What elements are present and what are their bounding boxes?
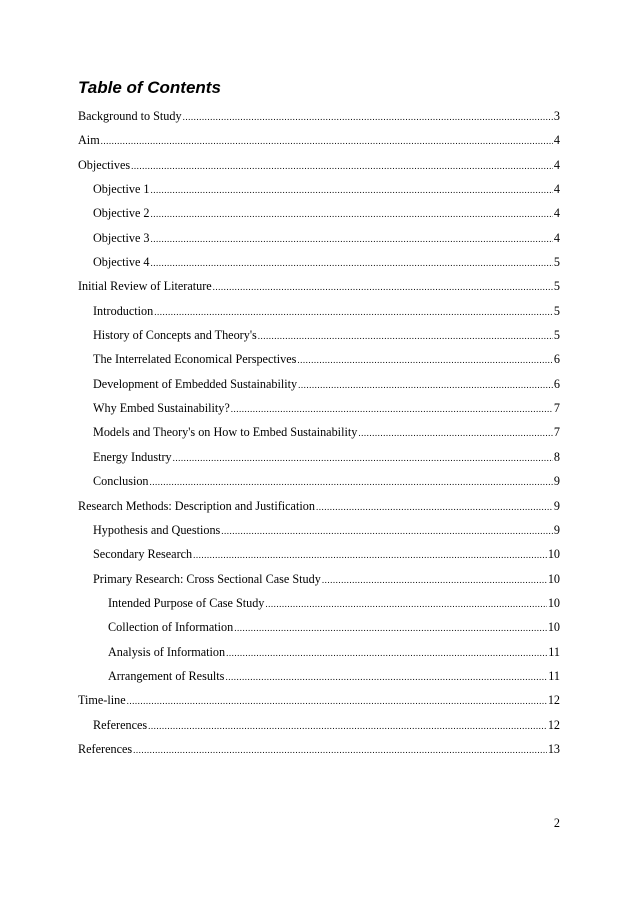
toc-entry[interactable] [78,420,560,444]
toc-entry-label: Objective 4 [93,255,150,270]
dot-leader [265,592,546,615]
dot-leader [133,738,547,761]
toc-entry-page: 12 [547,717,560,732]
toc-entry-page: 6 [553,352,560,367]
toc-entry-label: Aim [78,133,100,148]
toc-entry[interactable] [78,664,560,688]
toc-entry[interactable] [78,299,560,323]
toc-entry-label: Introduction [93,303,154,318]
dot-leader [150,470,553,493]
toc-entry-page: 9 [553,522,560,537]
dot-leader [183,105,553,128]
dot-leader [316,495,553,518]
dot-leader [151,202,553,225]
toc-entry[interactable] [78,323,560,347]
toc-entry-label: Objective 1 [93,182,150,197]
toc-entry-page: 10 [547,595,560,610]
toc-entry-label: Objective 2 [93,206,150,221]
toc-entry[interactable] [78,274,560,298]
toc-entry-page: 9 [553,498,560,513]
dot-leader [131,154,553,177]
dot-leader [173,446,553,469]
toc-entry[interactable] [78,153,560,177]
dot-leader [226,641,547,664]
dot-leader [234,616,547,639]
toc-list [78,104,560,761]
toc-entry-page: 4 [553,182,560,197]
dot-leader [297,348,553,371]
toc-entry[interactable] [78,494,560,518]
dot-leader [225,665,547,688]
toc-title: Table of Contents [78,78,221,97]
toc-entry-page: 4 [553,133,560,148]
dot-leader [358,421,553,444]
toc-entry-page: 5 [553,328,560,343]
toc-entry-label: Why Embed Sustainability? [93,401,230,416]
page-number: 2 [553,816,560,830]
toc-entry[interactable] [78,713,560,737]
toc-entry[interactable] [78,567,560,591]
toc-entry-label: Secondary Research [93,547,193,562]
toc-entry[interactable] [78,128,560,152]
toc-entry[interactable] [78,177,560,201]
toc-entry-page: 7 [553,425,560,440]
toc-entry-label: References [93,717,148,732]
toc-entry[interactable] [78,640,560,664]
toc-entry-label: Intended Purpose of Case Study [108,595,265,610]
toc-entry-page: 12 [547,693,560,708]
toc-entry-page: 11 [548,644,560,659]
toc-entry-label: Models and Theory's on How to Embed Sustainability [93,425,358,440]
toc-entry-label: The Interrelated Economical Perspectives [93,352,297,367]
toc-entry[interactable] [78,542,560,566]
toc-entry-label: Time-line [78,693,126,708]
dot-leader [298,373,553,396]
toc-entry-page: 5 [553,279,560,294]
toc-entry-label: Objectives [78,157,131,172]
toc-entry[interactable] [78,201,560,225]
toc-entry-page: 13 [547,741,560,756]
dot-leader [154,300,553,323]
dot-leader [231,397,553,420]
toc-entry[interactable] [78,347,560,371]
toc-entry-page: 4 [553,157,560,172]
dot-leader [151,227,553,250]
toc-entry[interactable] [78,104,560,128]
dot-leader [258,324,553,347]
dot-leader [221,519,553,542]
toc-entry[interactable] [78,615,560,639]
toc-entry-label: Conclusion [93,474,149,489]
toc-entry[interactable] [78,591,560,615]
dot-leader [127,689,547,712]
toc-entry[interactable] [78,688,560,712]
toc-entry-label: Arrangement of Results [108,668,225,683]
toc-entry-label: Initial Review of Literature [78,279,212,294]
dot-leader [101,129,553,152]
toc-entry-label: Collection of Information [108,620,234,635]
dot-leader [213,275,553,298]
toc-entry-label: History of Concepts and Theory's [93,328,257,343]
toc-entry-page: 7 [553,401,560,416]
dot-leader [148,714,547,737]
dot-leader [193,543,547,566]
toc-entry-page: 4 [553,206,560,221]
toc-entry[interactable] [78,469,560,493]
toc-entry-page: 11 [548,668,560,683]
toc-entry-page: 9 [553,474,560,489]
toc-entry-label: Research Methods: Description and Justification [78,498,315,513]
toc-entry[interactable] [78,372,560,396]
toc-entry-page: 3 [553,109,560,123]
dot-leader [151,251,553,274]
toc-entry-page: 5 [553,303,560,318]
toc-entry-page: 5 [553,255,560,270]
toc-entry-page: 10 [547,620,560,635]
toc-entry-label: Objective 3 [93,230,150,245]
dot-leader [151,178,553,201]
toc-entry-label: Development of Embedded Sustainability [93,376,298,391]
toc-entry-label: Hypothesis and Questions [93,522,221,537]
toc-entry-page: 10 [547,547,560,562]
toc-entry-label: Energy Industry [93,449,172,464]
toc-entry[interactable] [78,445,560,469]
toc-entry-page: 8 [553,449,560,464]
toc-entry[interactable] [78,396,560,420]
toc-entry[interactable] [78,737,560,761]
toc-entry[interactable] [78,250,560,274]
toc-entry-label: References [78,741,133,756]
toc-entry-page: 10 [547,571,560,586]
toc-entry-page: 4 [553,230,560,245]
toc-entry-label: Primary Research: Cross Sectional Case Study [93,571,321,586]
dot-leader [322,568,547,591]
toc-entry-label: Analysis of Information [108,644,226,659]
toc-entry-label: Background to Study [78,109,182,123]
toc-entry-page: 6 [553,376,560,391]
toc-entry[interactable] [78,226,560,250]
toc-entry[interactable] [78,518,560,542]
